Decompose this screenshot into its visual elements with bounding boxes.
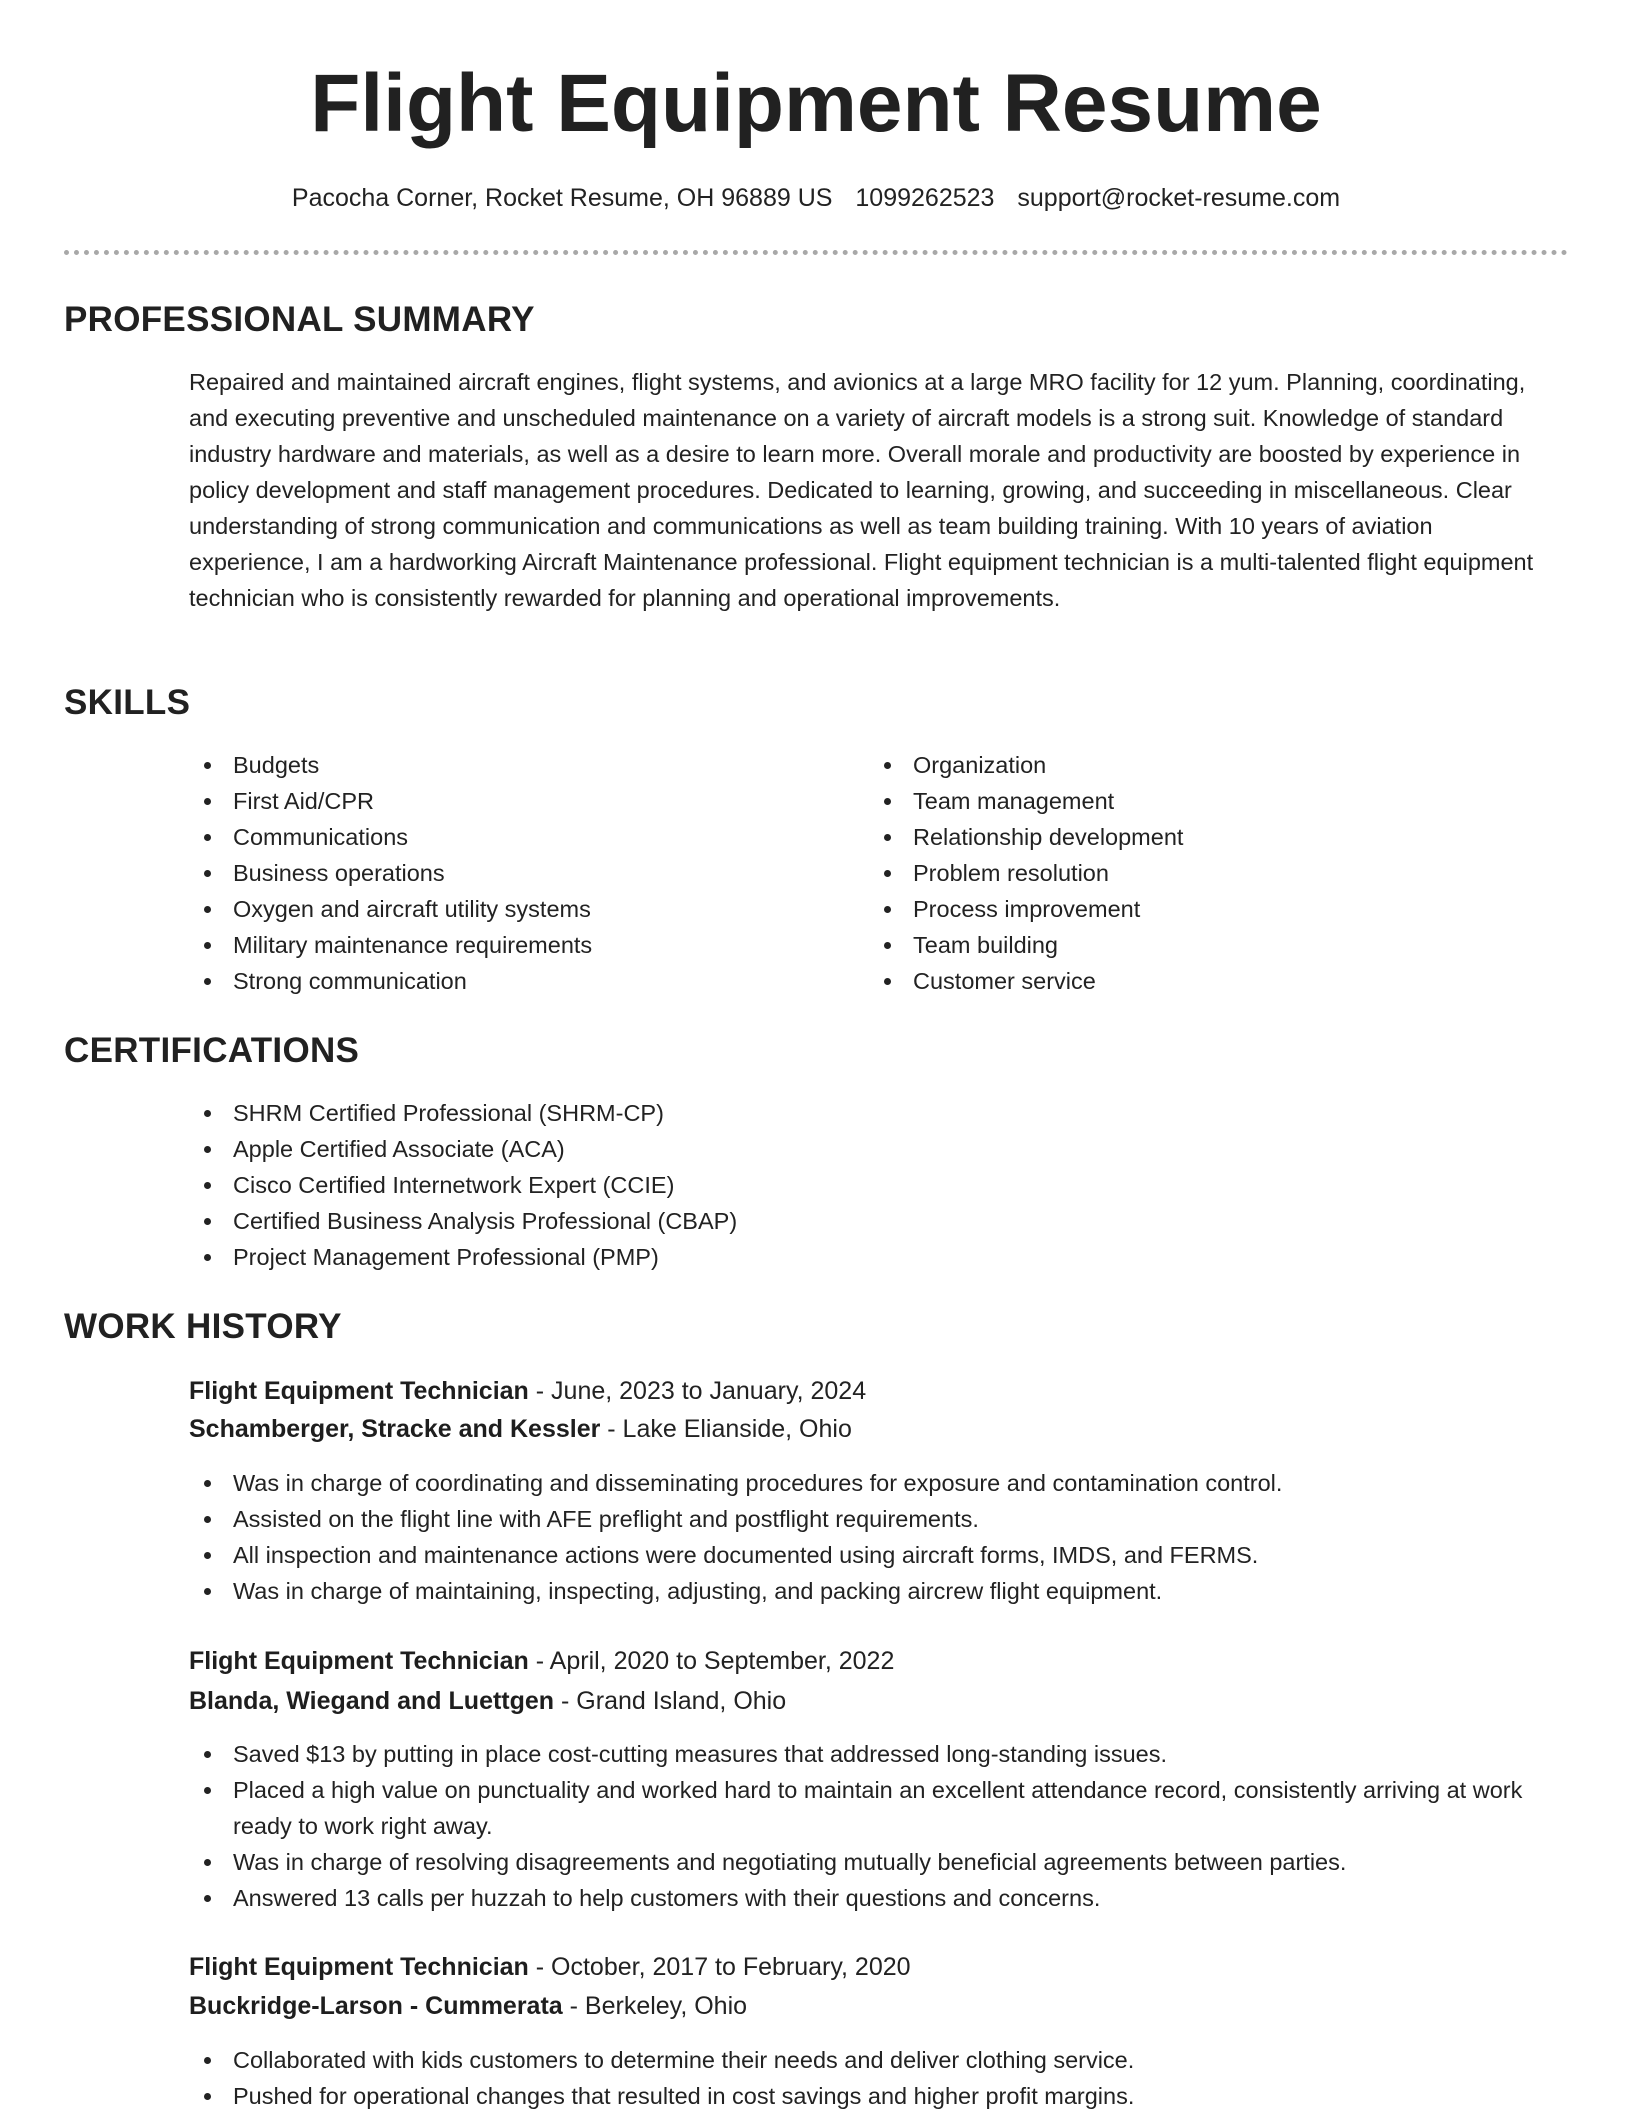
summary-heading: PROFESSIONAL SUMMARY bbox=[64, 300, 535, 339]
job-location: - Berkeley, Ohio bbox=[562, 1992, 748, 2020]
job-bullets bbox=[189, 1736, 1549, 1916]
skill-item: Team management bbox=[869, 783, 1509, 819]
skill-item: Problem resolution bbox=[869, 855, 1509, 891]
certification-item: Certified Business Analysis Professional (CBAP) bbox=[189, 1203, 1549, 1239]
job-dates: - June, 2023 to January, 2024 bbox=[528, 1377, 867, 1405]
skill-item: Strong communication bbox=[189, 963, 829, 999]
skill-item: Budgets bbox=[189, 747, 829, 783]
skill-item: Customer service bbox=[869, 963, 1509, 999]
job-bullet: Pushed for operational changes that resulted in cost savings and higher profit margins. bbox=[189, 2078, 1549, 2114]
certifications-list bbox=[189, 1095, 1549, 1275]
skill-item: Military maintenance requirements bbox=[189, 927, 829, 963]
certification-item: Project Management Professional (PMP) bbox=[189, 1239, 1549, 1275]
header-divider bbox=[64, 250, 1568, 255]
certification-item: Apple Certified Associate (ACA) bbox=[189, 1131, 1549, 1167]
job-company-line bbox=[189, 1410, 852, 1448]
resume-title: Flight Equipment Resume bbox=[310, 58, 1322, 149]
summary-text: Repaired and maintained aircraft engines, flight systems, and avionics at a large MRO facility for 12 yum. Planning, coordinating, and executing preventive and unscheduled maintenance on a variety of aircraft models is a strong suit. Knowledge of standard industry hardware and materials, as well as a desire to learn more. Overall morale and productivity are boosted by experience in policy development and staff management procedures. Dedicated to learning, growing, and succeeding in miscellaneous. Clear understanding of strong communication and communications as well as team building training. With 10 years of aviation experience, I am a hardworking Aircraft Maintenance professional. Flight equipment technician is a multi-talented flight equipment technician who is consistently rewarded for planning and operational improvements. bbox=[189, 369, 1534, 611]
work-history-heading: WORK HISTORY bbox=[64, 1307, 342, 1346]
contact-address: Pacocha Corner, Rocket Resume, OH 96889 US bbox=[291, 184, 833, 212]
skill-item: Communications bbox=[189, 819, 829, 855]
job-bullets bbox=[189, 1465, 1549, 1609]
skill-item: Relationship development bbox=[869, 819, 1509, 855]
job-bullet: Answered 13 calls per huzzah to help customers with their questions and concerns. bbox=[189, 1880, 1549, 1916]
contact-phone: 1099262523 bbox=[855, 184, 995, 212]
job-title-line bbox=[189, 1642, 894, 1680]
job-bullet: All inspection and maintenance actions were documented using aircraft forms, IMDS, and FERMS. bbox=[189, 1537, 1549, 1573]
certification-item: Cisco Certified Internetwork Expert (CCIE) bbox=[189, 1167, 1549, 1203]
skill-item: Team building bbox=[869, 927, 1509, 963]
job-company: Schamberger, Stracke and Kessler bbox=[189, 1415, 601, 1443]
job-dates: - April, 2020 to September, 2022 bbox=[528, 1647, 895, 1675]
job-title: Flight Equipment Technician bbox=[189, 1377, 529, 1405]
skill-item: Process improvement bbox=[869, 891, 1509, 927]
job-company-line bbox=[189, 1682, 786, 1720]
job-title-line bbox=[189, 1372, 866, 1410]
job-company-line bbox=[189, 1987, 747, 2025]
job-company: Blanda, Wiegand and Luettgen bbox=[189, 1687, 555, 1715]
job-title-line bbox=[189, 1948, 911, 1986]
job-bullet: Was in charge of coordinating and disseminating procedures for exposure and contamination control. bbox=[189, 1465, 1549, 1501]
skills-list-left bbox=[189, 747, 829, 999]
contact-email: support@rocket-resume.com bbox=[1017, 184, 1341, 212]
job-title: Flight Equipment Technician bbox=[189, 1953, 529, 1981]
job-location: - Grand Island, Ohio bbox=[554, 1687, 787, 1715]
skills-heading: SKILLS bbox=[64, 683, 191, 722]
skill-item: Oxygen and aircraft utility systems bbox=[189, 891, 829, 927]
job-bullet: Saved $13 by putting in place cost-cutting measures that addressed long-standing issues. bbox=[189, 1736, 1549, 1772]
job-bullet: Assisted on the flight line with AFE preflight and postflight requirements. bbox=[189, 1501, 1549, 1537]
skill-item: First Aid/CPR bbox=[189, 783, 829, 819]
job-bullets bbox=[189, 2042, 1549, 2114]
job-bullet: Placed a high value on punctuality and worked hard to maintain an excellent attendance record, consistently arriving at work ready to work right away. bbox=[189, 1772, 1549, 1844]
skill-item: Organization bbox=[869, 747, 1509, 783]
contact-line bbox=[0, 180, 1632, 216]
job-bullet: Was in charge of resolving disagreements and negotiating mutually beneficial agreements between parties. bbox=[189, 1844, 1549, 1880]
skill-item: Business operations bbox=[189, 855, 829, 891]
certifications-heading: CERTIFICATIONS bbox=[64, 1031, 360, 1070]
job-dates: - October, 2017 to February, 2020 bbox=[528, 1953, 911, 1981]
job-location: - Lake Elianside, Ohio bbox=[600, 1415, 852, 1443]
job-bullet: Collaborated with kids customers to determine their needs and deliver clothing service. bbox=[189, 2042, 1549, 2078]
certification-item: SHRM Certified Professional (SHRM-CP) bbox=[189, 1095, 1549, 1131]
job-company: Buckridge-Larson - Cummerata bbox=[189, 1992, 563, 2020]
skills-list-right bbox=[869, 747, 1509, 999]
job-bullet: Was in charge of maintaining, inspecting, adjusting, and packing aircrew flight equipment. bbox=[189, 1573, 1549, 1609]
job-title: Flight Equipment Technician bbox=[189, 1647, 529, 1675]
